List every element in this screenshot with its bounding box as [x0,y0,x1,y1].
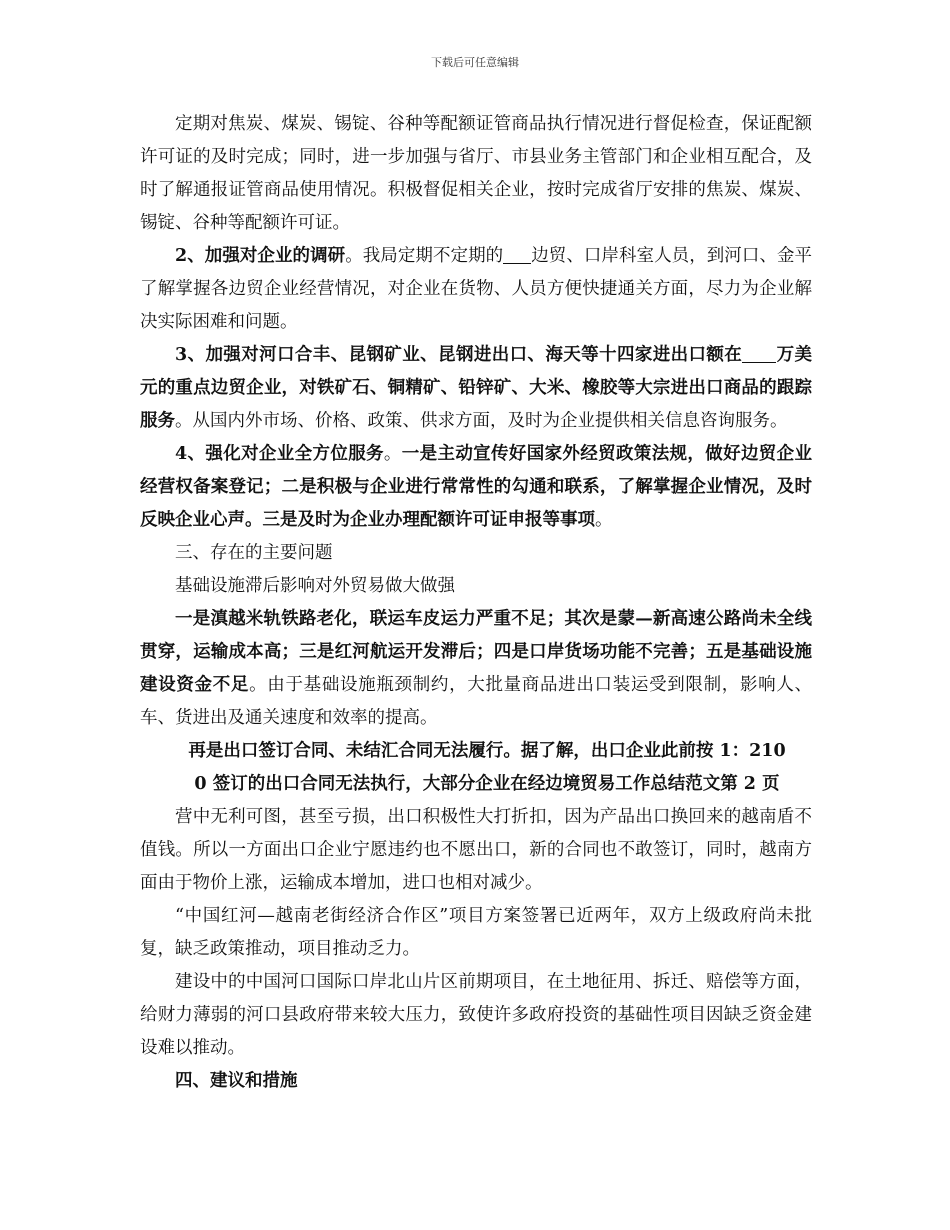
cover-line-1: 再是出口签订合同、未结汇合同无法履行。据了解，出口企业此前按 1：210 [188,741,786,761]
item-heading: 4、强化对企业全方位服务 [175,444,384,464]
page-header: 下载后可任意编辑 [431,56,519,69]
paragraph-infrastructure [140,603,812,735]
paragraph-text: 。 [383,444,402,464]
section-title-suggestions: 四、建议和措施 [175,1071,298,1091]
paragraph-bold-text: 一是滇越米轨铁路老化，联运车皮运力严重不足；其次是蒙—新高速公路尚未全线贯穿，运输成本高；三是红河航运开发滞后；四是口岸货场功能不完善；五是基础设施建设资金不足 [140,609,812,695]
paragraph-text: 。从国内外市场、价格、政策、供求方面，及时为企业提供相关信息咨询服务。 [175,411,788,431]
paragraph-bold-text: 一是主动宣传好国家外经贸政策法规，做好边贸企业经营权备案登记；二是积极与企业进行常常性的勾通和联系，了解掌握企业情况，及时反映企业心声。三是及时为企业办理配额许可证申报等事项 [140,444,813,530]
blank-underline [742,344,776,363]
blank-underline [503,245,531,264]
paragraph-text: 。由于基础设施瓶颈制约，大批量商品进出口装运受到限制，影响人、车、货进出及通关速度和效率的提高。 [140,675,813,728]
paragraph-enterprise-research [140,240,812,339]
paragraph-key-enterprises [140,339,812,438]
item-heading: 万美元的重点边贸企业，对铁矿石、铜精矿、铅锌矿、大米、橡胶等大宗进出口商品的跟踪服务 [140,345,813,431]
item-heading: 3、加强对河口合丰、昆钢矿业、昆钢进出口、海天等十四家进出口额在 [175,345,743,365]
subsection-title-infrastructure: 基础设施滞后影响对外贸易做大做强 [175,576,455,596]
paragraph-beishan-project: 建设中的中国河口国际口岸北山片区前期项目，在土地征用、拆迁、赔偿等方面，给财力薄弱的河口县政府带来较大压力，致使许多政府投资的基础性项目因缺乏资金建设难以推动。 [140,972,812,1058]
paragraph-quota-inspection: 定期对焦炭、煤炭、锡锭、谷种等配额证管商品执行情况进行督促检查，保证配额许可证的及时完成；同时，进一步加强与省厅、市县业务主管部门和企业相互配合，及时了解通报证管商品使用情况。积极督促相关企业，按时完成省厅安排的焦炭、煤炭、锡锭、谷种等配额许可证。 [140,114,812,233]
paragraph-text: 。 [595,510,613,530]
document-body [140,108,812,1098]
paragraph-full-service [140,438,812,537]
item-heading: 2、加强对企业的调研 [175,246,346,266]
paragraph-export-loss: 营中无利可图，甚至亏损，出口积极性大打折扣，因为产品出口换回来的越南盾不值钱。所以一方面出口企业宁愿违约也不愿出口，新的合同也不敢签订，同时，越南方面由于物价上涨，运输成本增加，进口也相对减少。 [140,807,812,893]
section-title-problems: 三、存在的主要问题 [175,543,333,563]
cover-line-2: 0 签订的出口合同无法执行，大部分企业在经边境贸易工作总结范文第 2 页 [194,774,780,794]
paragraph-text: 。我局定期不定期的 [345,246,504,266]
paragraph-cooperation-zone: “中国红河—越南老街经济合作区”项目方案签署已近两年，双方上级政府尚未批复，缺乏政策推动，项目推动乏力。 [140,906,812,959]
paragraph-text: 边贸、口岸科室人员，到河口、金平了解掌握各边贸企业经营情况，对企业在货物、人员方便快捷通关方面，尽力为企业解决实际困难和问题。 [140,246,812,332]
